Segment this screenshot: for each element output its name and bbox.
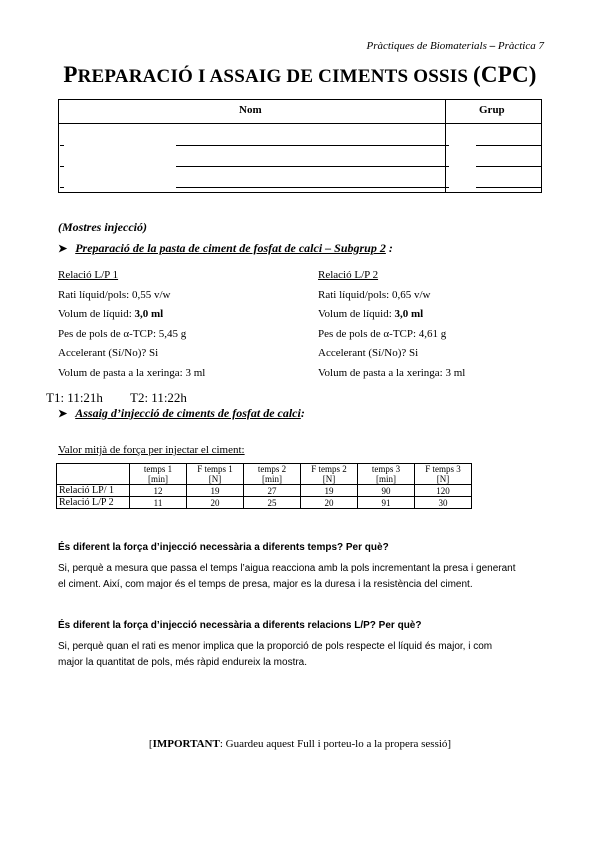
name-group-table	[58, 99, 542, 193]
name-line-3[interactable]	[60, 187, 64, 188]
table-cell: 19	[301, 485, 358, 497]
nom-label: Nom	[239, 104, 262, 116]
table-header-row	[57, 464, 472, 485]
relacio-1-volum: Volum de líquid: 3,0 ml	[58, 308, 164, 321]
table-cell: 11	[130, 497, 187, 509]
name-line-3[interactable]	[176, 187, 446, 188]
page-header	[366, 40, 544, 52]
important-note: [IMPORTANT: Guardeu aquest Full i porteu-lo a la propera sessió]	[148, 738, 452, 750]
title-word-5: CIMENTS	[318, 66, 409, 87]
table-cell: 90	[358, 485, 415, 497]
title-word-6: OSSIS	[413, 66, 469, 87]
table-cell: 91	[358, 497, 415, 509]
table-cell: 20	[301, 497, 358, 509]
answer-2-line: major la quantitat de pols, més ràpid endureix la mostra.	[58, 657, 308, 668]
table-header-cell: F temps 3 [N]	[415, 464, 472, 485]
section-assaig	[58, 406, 305, 421]
name-table-header	[59, 100, 541, 124]
mostres-label: (Mostres injecció)	[58, 220, 147, 234]
group-line-2[interactable]	[445, 166, 449, 167]
relacio-1-block	[58, 266, 205, 384]
title-word-2: I	[198, 66, 206, 87]
relacio-1-heading: Relació L/P 1	[58, 269, 119, 281]
table-corner-cell	[57, 464, 130, 485]
table-cell: 30	[415, 497, 472, 509]
table-row	[57, 485, 472, 497]
arrow-bullet-icon: ➤	[58, 408, 68, 420]
important-text: : Guardeu aquest Full i porteu-lo a la propera sessió]	[219, 738, 452, 750]
table-cell: 19	[187, 485, 244, 497]
group-line-2[interactable]	[476, 166, 542, 167]
relacio-2-accelerant: Accelerant (Sí/No)? Si	[318, 347, 419, 360]
name-line-2[interactable]	[176, 166, 446, 167]
row-label: Relació L/P 2	[57, 497, 130, 509]
group-line-3[interactable]	[445, 187, 449, 188]
answer-1[interactable]	[58, 561, 548, 593]
section-preparacio-title: Preparació de la pasta de ciment de fosfat de calci – Subgrup 2	[75, 241, 386, 255]
relacio-1-accelerant: Accelerant (Sí/No)? Si	[58, 347, 159, 360]
question-2: És diferent la força d’injecció necessària a diferents relacions L/P? Per què?	[58, 620, 422, 631]
arrow-bullet-icon: ➤	[58, 243, 68, 255]
table-cell: 12	[130, 485, 187, 497]
table-cell: 25	[244, 497, 301, 509]
course-name: Pràctiques de Biomaterials	[366, 40, 487, 52]
relacio-2-block	[318, 266, 465, 384]
time-t1: T1: 11:21h	[46, 390, 103, 405]
relacio-1-pasta: Volum de pasta a la xeringa: 3 ml	[58, 366, 206, 379]
injection-force-table	[56, 463, 472, 509]
title-word-1: PREPARACIÓ	[63, 62, 194, 87]
table-header-cell: F temps 1 [N]	[187, 464, 244, 485]
group-line-1[interactable]	[476, 145, 542, 146]
group-line-1[interactable]	[445, 145, 449, 146]
title-word-3: ASSAIG	[209, 66, 282, 87]
relacio-2-heading: Relació L/P 2	[318, 269, 379, 281]
relacio-2-rati: Rati líquid/pols: 0,65 v/w	[318, 288, 431, 301]
table-header-cell: temps 2 [min]	[244, 464, 301, 485]
row-label: Relació LP/ 1	[57, 485, 130, 497]
table-cell: 20	[187, 497, 244, 509]
relacio-2-pes: Pes de pols de α-TCP: 4,61 g	[318, 327, 447, 340]
time-t2: T2: 11:22h	[130, 390, 187, 405]
table-header-cell: F temps 2 [N]	[301, 464, 358, 485]
section-suffix: :	[300, 406, 305, 420]
table-cell: 120	[415, 485, 472, 497]
important-label: IMPORTANT	[152, 738, 220, 750]
valor-label: Valor mitjà de força per injectar el ciment:	[58, 444, 245, 456]
page-title	[0, 62, 600, 88]
question-1: És diferent la força d’injecció necessària a diferents temps? Per què?	[58, 542, 389, 553]
table-header-cell: temps 3 [min]	[358, 464, 415, 485]
name-line-1[interactable]	[60, 145, 64, 146]
section-suffix: :	[388, 241, 393, 255]
section-preparacio	[58, 241, 393, 256]
relacio-1-pes: Pes de pols de α-TCP: 5,45 g	[58, 327, 187, 340]
relacio-1-rati: Rati líquid/pols: 0,55 v/w	[58, 288, 171, 301]
name-line-2[interactable]	[60, 166, 64, 167]
title-word-4: DE	[286, 66, 314, 87]
name-line-1[interactable]	[176, 145, 446, 146]
answer-1-line: el ciment. Així, com major és el temps de presa, major es la duresa i la resistència del ciment.	[58, 579, 473, 590]
practice-number: Pràctica 7	[497, 40, 544, 52]
table-header-cell: temps 1 [min]	[130, 464, 187, 485]
answer-2[interactable]	[58, 639, 548, 671]
group-line-3[interactable]	[476, 187, 542, 188]
table-row	[57, 497, 472, 509]
relacio-2-volum: Volum de líquid: 3,0 ml	[318, 308, 424, 321]
header-separator: –	[489, 40, 496, 52]
relacio-2-pasta: Volum de pasta a la xeringa: 3 ml	[318, 366, 466, 379]
section-assaig-title: Assaig d’injecció de ciments de fosfat de calci	[75, 406, 301, 420]
table-cell: 27	[244, 485, 301, 497]
table-column-divider	[445, 100, 446, 192]
answer-1-line: Si, perquè a mesura que passa el temps l’aigua reacciona amb la pols incrementant la presa i generant	[58, 563, 516, 574]
title-abbr: (CPC)	[473, 62, 537, 87]
grup-label: Grup	[479, 104, 505, 116]
answer-2-line: Si, perquè quan el rati es menor implica que la proporció de pols respecte el líquid és major, i com	[58, 641, 493, 652]
